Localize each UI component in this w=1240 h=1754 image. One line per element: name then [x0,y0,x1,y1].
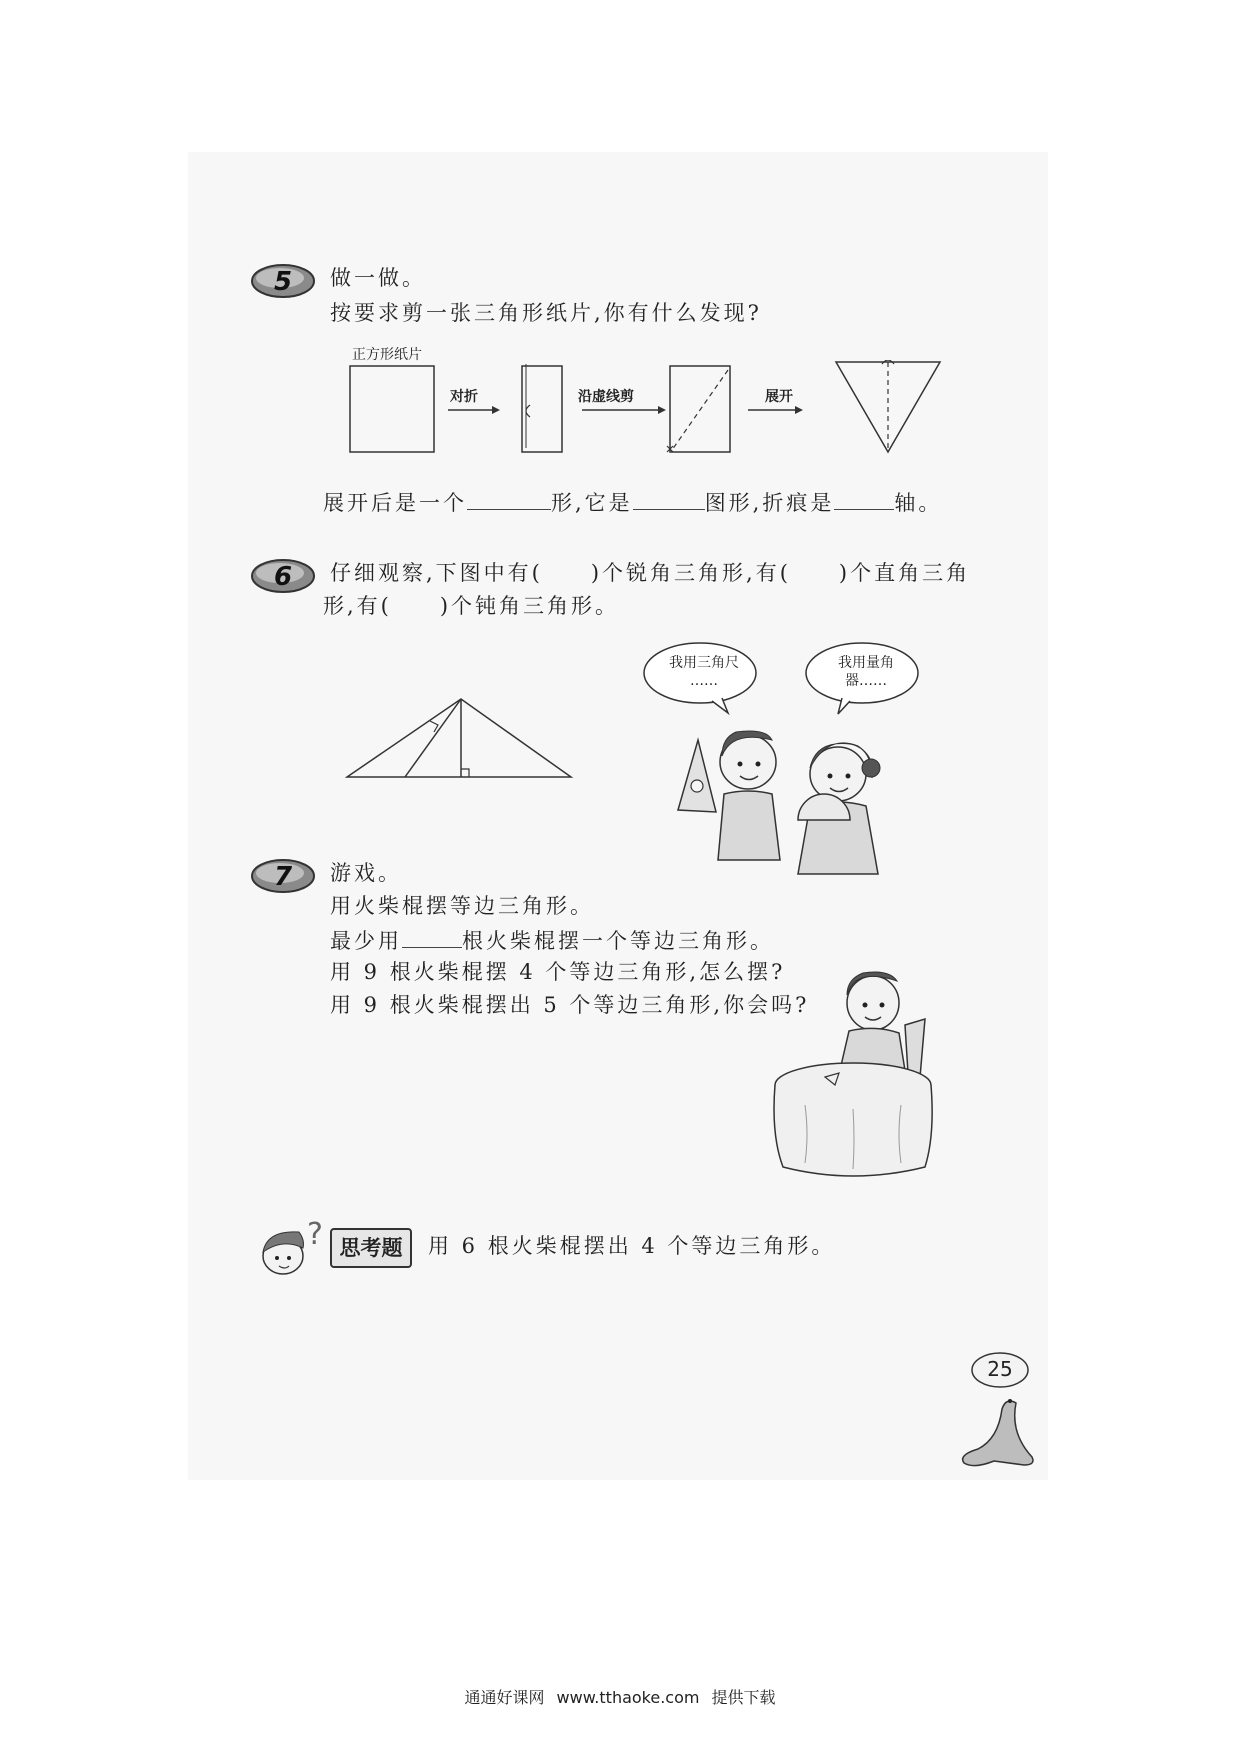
seal-icon [963,1401,1033,1466]
question-6-number: 6 [273,562,293,592]
step-cut-label: 沿虚线剪 [578,389,634,405]
think-label-box [330,1228,412,1268]
arrow-icon [492,406,500,414]
question-5-fill-sentence: 展开后是一个 形,它是 图形,折痕是 轴。 [323,491,943,515]
question-6-line1: 仔细观察,下图中有( )个锐角三角形,有( )个直角三角 [330,561,971,585]
question-7-title: 游戏。 [330,861,402,885]
blank-axis[interactable] [834,491,894,510]
children-illustration [670,720,900,880]
page-number: 25 [987,1357,1013,1381]
boy-head [847,976,899,1030]
question-5-badge [250,262,316,300]
question-mark-icon: ? [307,1218,323,1252]
folding-diagram [340,360,960,460]
boy-body [718,791,780,860]
blank-min-matches[interactable] [402,929,462,948]
think-question-text: 用 6 根火柴棍摆出 4 个等边三角形。 [428,1234,836,1258]
folded-paper [522,366,562,452]
question-7-line4: 用 9 根火柴棍摆出 5 个等边三角形,你会吗? [330,993,810,1017]
question-7-number: 7 [273,862,293,892]
speech-bubble-right-text: 我用量角 器…… [838,655,894,689]
question-7-line1: 用火柴棍摆等边三角形。 [330,894,594,918]
question-6-line2: 形,有( )个钝角三角形。 [323,594,620,618]
question-5-title: 做一做。 [330,266,426,290]
arrow-icon [658,406,666,414]
question-5-number: 5 [273,267,293,297]
triangle-figure [345,695,575,780]
think-label: 思考题 [339,1236,403,1260]
step-fold-label: 对折 [450,389,478,405]
footer-site-name: 通通好课网 [464,1688,545,1707]
blank-figure-type[interactable] [633,491,705,510]
speech-bubble-left-text: 我用三角尺 …… [669,655,739,689]
set-square-icon [678,740,716,812]
question-7-badge [250,857,316,895]
paper-label: 正方形纸片 [352,347,422,363]
blank-shape[interactable] [467,491,551,510]
footer-url[interactable]: www.tthaoke.com [556,1688,700,1707]
page-sheet [188,152,1048,1480]
question-6-badge [250,557,316,595]
step-unfold-label: 展开 [765,389,793,405]
fold-arrow-icon [526,405,530,417]
boy-at-table-illustration [755,965,955,1185]
question-5-prompt: 按要求剪一张三角形纸片,你有什么发现? [330,301,762,325]
arrow-icon [795,406,803,414]
question-7-line3: 用 9 根火柴棍摆 4 个等边三角形,怎么摆? [330,960,786,984]
question-7-line2: 最少用 根火柴棍摆一个等边三角形。 [330,929,774,953]
footer [0,1685,1240,1708]
square-paper [350,366,434,452]
footer-suffix: 提供下载 [711,1688,776,1707]
think-mascot-icon [255,1218,330,1280]
